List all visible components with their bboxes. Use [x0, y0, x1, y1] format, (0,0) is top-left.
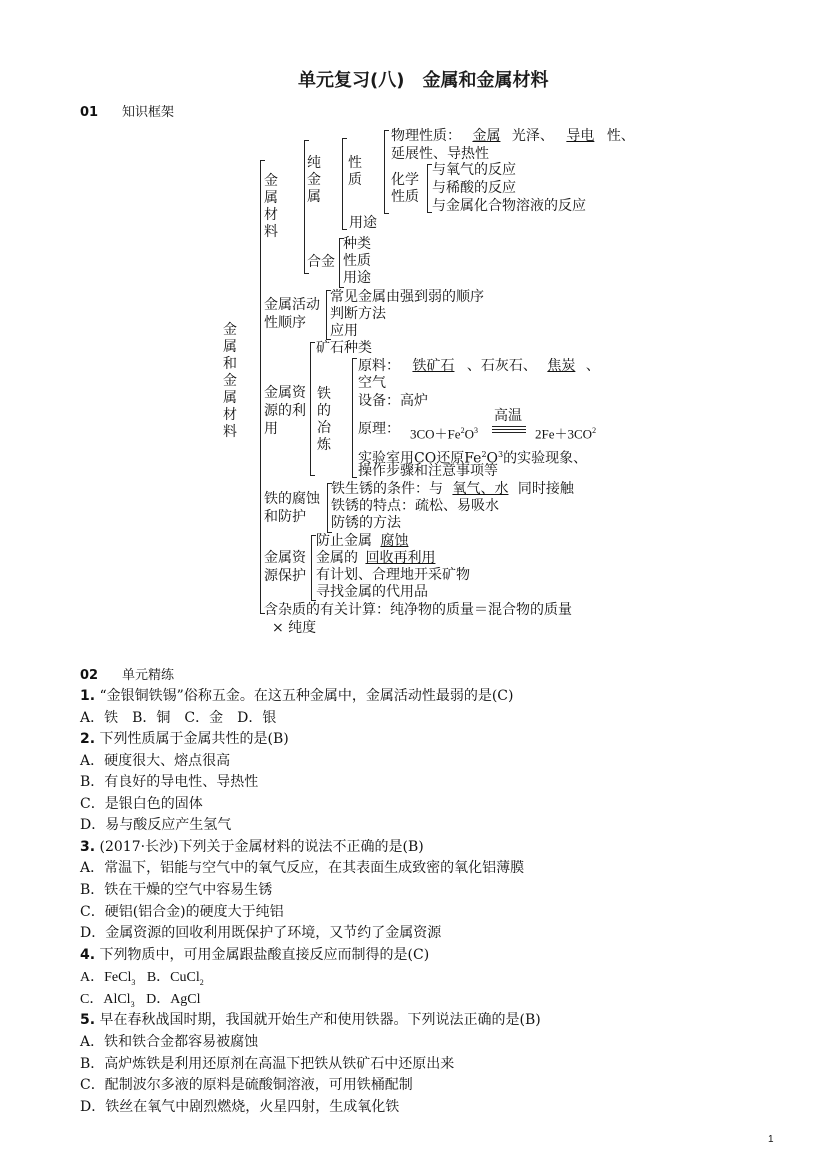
ore-types: 矿石种类 [316, 340, 372, 356]
rust-blank: 氧气、水 [452, 481, 509, 497]
alloy-uses: 用途 [343, 270, 371, 286]
question-2-option-b: B．有良好的导电性、导热性 [80, 774, 259, 790]
activity-order: 常见金属由强到弱的顺序 [330, 289, 484, 305]
resource-protection-label: 金属资源保护 [264, 550, 306, 584]
equation-equals-line-1 [492, 426, 526, 427]
lab-1-text: 实验室用CO还原Fe [358, 450, 482, 467]
eq-left-sub2: 3 [473, 426, 478, 435]
chem-oxygen: 与氧气的反应 [432, 162, 516, 178]
planned-mining: 有计划、合理地开采矿物 [316, 567, 470, 583]
pure-metal-label: 纯金属 [307, 155, 321, 205]
lab-1-sub2: 3 [498, 450, 504, 459]
rust-prevention: 防锈的方法 [331, 515, 401, 531]
equation-left [410, 422, 478, 442]
alloy-label: 合金 [307, 254, 335, 270]
question-5-option-c: C．配制波尔多液的原料是硫酸铜溶液，可用铁桶配制 [80, 1077, 413, 1093]
recycle [316, 550, 438, 567]
substitutes: 寻找金属的代用品 [316, 584, 428, 600]
question-number: 3. [80, 839, 96, 855]
page-title: 单元复习(八) 金属和金属材料 [298, 70, 549, 91]
prevent-corrosion [316, 533, 412, 550]
impurity-calculation-line1: 含杂质的有关计算：纯净物的质量＝混合物的质量 [264, 602, 572, 618]
rust-prefix: 铁生锈的条件：与 [331, 481, 443, 497]
resource-use-label: 金属资源的利用 [264, 385, 306, 437]
eq-left-mid: O [464, 426, 474, 442]
question-2 [80, 731, 289, 748]
question-3-option-c: C．硬铝(铝合金)的硬度大于纯铝 [80, 904, 284, 920]
lab-1-end: 的实验现象、 [503, 450, 588, 467]
question-number: 4. [80, 947, 96, 963]
section-label-2: 单元精练 [122, 668, 175, 683]
chem-acid: 与稀酸的反应 [432, 180, 516, 196]
physical-properties-line2: 延展性、导热性 [391, 146, 489, 162]
prot-1-blank: 腐蚀 [380, 533, 409, 549]
question-2-option-a: A．硬度很大、熔点很高 [80, 753, 231, 769]
option-d-formula: D．AgCl [146, 992, 201, 1007]
question-5-option-d: D．铁丝在氧气中剧烈燃烧，火星四射，生成氧化铁 [80, 1099, 400, 1115]
equation-condition: 高温 [494, 408, 522, 424]
lab-1-mid: O [486, 450, 499, 467]
physical-mid: 光泽、 [511, 128, 554, 144]
question-3 [80, 839, 424, 856]
option-c-subscript: 3 [130, 999, 135, 1009]
question-2-option-d: D．易与酸反应产生氢气 [80, 817, 232, 833]
option-b-formula: B．CuCl [146, 970, 200, 985]
raw-prefix: 原料： [358, 358, 400, 374]
question-2-option-c: C．是银白色的固体 [80, 796, 203, 812]
iron-smelting-bracket [352, 358, 357, 478]
rust-suffix: 同时接触 [517, 481, 574, 497]
option-a-subscript: 3 [131, 977, 136, 987]
prot-1-prefix: 防止金属 [316, 533, 372, 549]
physical-blank-conductive: 导电 [566, 128, 595, 144]
properties-bracket [384, 130, 389, 214]
rust-conditions [331, 481, 574, 498]
eq-right-text: 2Fe＋3CO [535, 426, 593, 442]
corrosion-label: 铁的腐蚀和防护 [264, 491, 320, 525]
physical-blank-luster: 金属 [472, 128, 501, 144]
section-label-1: 知识框架 [122, 105, 175, 120]
option-b-subscript: 2 [199, 977, 204, 987]
option-a-formula: A．FeCl [80, 970, 132, 985]
alloy-properties: 性质 [343, 253, 371, 269]
iron-smelting-label: 铁的冶炼 [317, 386, 331, 453]
raw-suffix: 、 [585, 358, 600, 374]
question-3-option-a: A．常温下，铝能与空气中的氧气反应，在其表面生成致密的氧化铝薄膜 [80, 860, 525, 876]
question-5 [80, 1012, 541, 1029]
question-stem: (2017·长沙)下列关于金属材料的说法不正确的是(B) [99, 839, 424, 855]
properties-label: 性质 [348, 155, 362, 188]
section-number-1: 01 [80, 105, 99, 120]
question-3-option-d: D．金属资源的回收利用既保护了环境，又节约了金属资源 [80, 925, 442, 941]
question-stem: 下列物质中，可用金属跟盐酸直接反应而制得的是(C) [99, 947, 430, 963]
lab-1-sub1: 2 [481, 450, 487, 459]
activity-series-label: 金属活动性顺序 [264, 297, 320, 331]
rust-features: 铁锈的特点：疏松、易吸水 [331, 498, 499, 514]
option-c-formula: C．AlCl [80, 992, 131, 1007]
eq-right-sub: 2 [592, 426, 597, 435]
physical-properties-line1 [391, 128, 635, 145]
question-4-options-ab [80, 969, 204, 991]
question-1-options: A．铁 B．铜 C．金 D．银 [80, 710, 277, 726]
question-5-option-a: A．铁和铁合金都容易被腐蚀 [80, 1034, 259, 1050]
eq-left-text: 3CO＋Fe [410, 426, 461, 442]
activity-judgement: 判断方法 [330, 306, 386, 322]
prot-2-blank: 回收再利用 [365, 550, 436, 566]
equipment: 设备：高炉 [358, 393, 428, 409]
raw-blank-coke: 焦炭 [547, 358, 576, 374]
raw-materials-line1 [358, 358, 600, 375]
chem-salt-solution: 与金属化合物溶液的反应 [432, 198, 586, 214]
question-number: 1. [80, 688, 96, 704]
question-5-option-b: B．高炉炼铁是利用还原剂在高温下把铁从铁矿石中还原出来 [80, 1056, 455, 1072]
raw-mid: 、石灰石、 [466, 358, 537, 374]
question-number: 2. [80, 731, 96, 747]
alloy-types: 种类 [343, 236, 371, 252]
root-label: 金属和金属材料 [223, 322, 237, 440]
question-4-options-cd [80, 991, 201, 1013]
section-number-2: 02 [80, 668, 99, 683]
equation-equals-line-3 [492, 432, 526, 433]
question-number: 5. [80, 1012, 96, 1028]
chemical-properties-label: 化学性质 [391, 172, 419, 205]
question-4 [80, 947, 429, 964]
principle-label: 原理： [358, 421, 400, 437]
eq-left-sub1: 2 [460, 426, 465, 435]
physical-prefix: 物理性质： [391, 128, 461, 144]
resource-use-bracket [310, 342, 315, 476]
question-stem: 早在春秋战国时期，我国就开始生产和使用铁器。下列说法正确的是(B) [99, 1012, 541, 1028]
question-stem: “金银铜铁锡”俗称五金。在这五种金属中，金属活动性最弱的是(C) [99, 688, 514, 704]
question-1 [80, 688, 513, 705]
equation-equals-line-2 [492, 429, 526, 430]
metal-materials-label: 金属材料 [264, 173, 278, 240]
equation-right [535, 422, 596, 442]
impurity-calculation-line2: × 纯度 [272, 620, 317, 636]
raw-materials-line2: 空气 [358, 375, 386, 391]
lab-experiment-line2: 操作步骤和注意事项等 [358, 463, 498, 479]
physical-suffix: 性、 [606, 128, 635, 144]
raw-blank-ore: 铁矿石 [412, 358, 455, 374]
activity-application: 应用 [330, 323, 358, 339]
prot-2-prefix: 金属的 [316, 550, 358, 566]
question-3-option-b: B．铁在干燥的空气中容易生锈 [80, 882, 273, 898]
pure-metal-uses: 用途 [349, 215, 377, 231]
question-stem: 下列性质属于金属共性的是(B) [99, 731, 289, 747]
page-number: 1 [768, 1134, 774, 1145]
